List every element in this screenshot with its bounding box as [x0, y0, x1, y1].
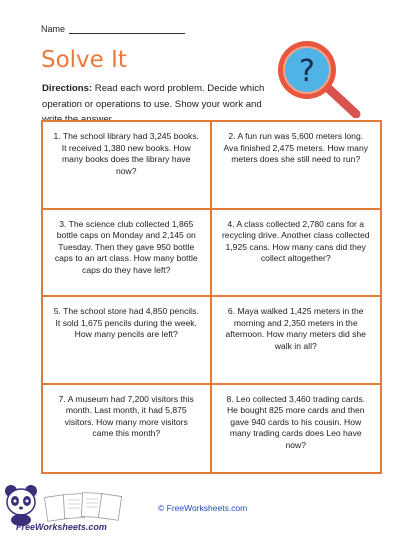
name-field — [41, 24, 185, 34]
problem-5[interactable]: 5. The school store had 4,850 pencils. It sold 1,675 pencils during the week. How many pencils are left? — [43, 297, 212, 385]
page-title: Solve It — [41, 47, 127, 73]
problem-2[interactable]: 2. A fun run was 5,600 meters long. Ava finished 2,475 meters. How many meters does she still need to run? — [212, 122, 381, 210]
brand-wordmark: FreeWorksheets.com — [16, 522, 107, 532]
problem-8[interactable]: 8. Leo collected 3,460 trading cards. He bought 825 more cards and then gave 940 cards to his cousin. How many trading cards does Leo have now? — [226, 393, 366, 450]
problem-1[interactable]: 1. The school library had 3,245 books. It received 1,380 new books. How many books does the library have now? — [43, 122, 212, 210]
directions-label: Directions: — [42, 83, 93, 94]
problem-6[interactable]: 6. Maya walked 1,425 meters in the morning and 2,350 meters in the afternoon. How many meters did she walk in all? — [212, 297, 381, 385]
name-line[interactable] — [69, 24, 185, 34]
magnifier-question-icon — [273, 40, 365, 118]
problem-4[interactable]: 4. A class collected 2,780 cans for a recycling drive. Another class collected 1,925 cans. How many cans did they collect altogether? — [212, 210, 381, 298]
name-label: Name — [41, 24, 66, 34]
problem-7[interactable]: 7. A museum had 7,200 visitors this month. Last month, it had 5,875 visitors. How many more visitors came this month? — [43, 385, 212, 473]
problem-grid — [41, 120, 382, 474]
footer-link[interactable]: © FreeWorksheets.com — [158, 503, 248, 513]
worksheet-thumbnails-icon — [44, 490, 130, 522]
problem-3[interactable]: 3. The science club collected 1,865 bottle caps on Monday and 2,145 on Tuesday. Then they gave 950 bottle caps to an art class. How many bottle caps do they have left? — [43, 210, 212, 298]
directions-text: Read each word problem. Decide which operation or operations to use. Show your work and write the answer. — [42, 83, 265, 125]
svg-text:?: ? — [299, 54, 315, 89]
